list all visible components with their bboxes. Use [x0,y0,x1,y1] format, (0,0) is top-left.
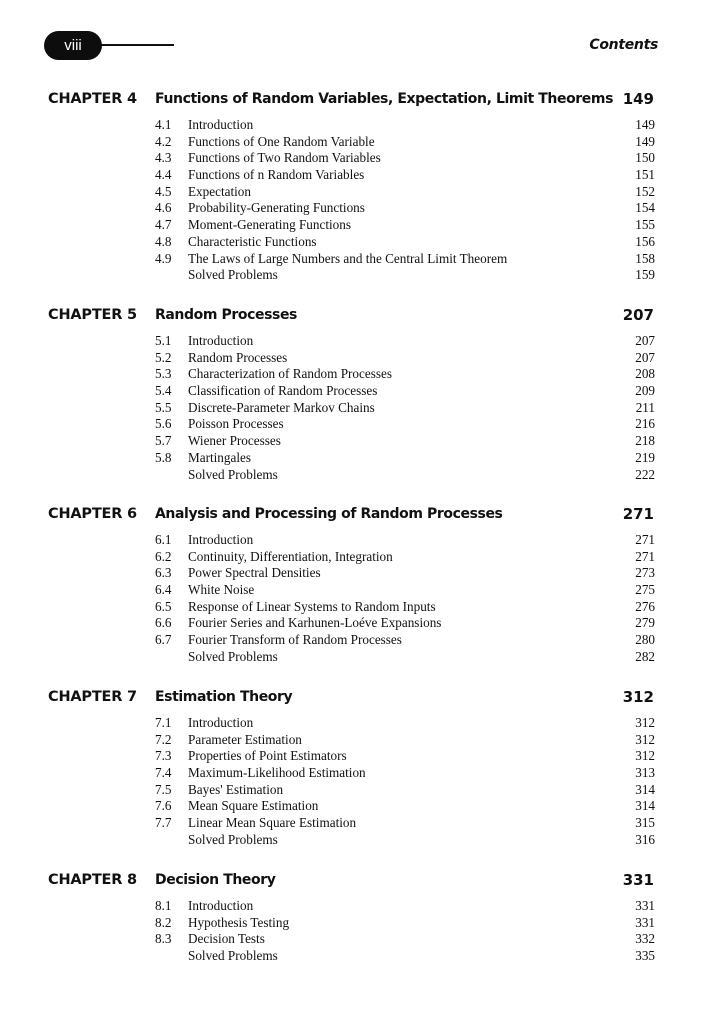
section-title: Solved Problems [188,648,278,664]
toc-entry[interactable] [0,815,706,832]
chapter-page-number: 271 [622,505,654,523]
section-page-number: 152 [635,183,655,199]
section-title: Decision Tests [188,931,265,947]
section-number: 5.6 [155,416,172,432]
section-page-number: 276 [635,598,655,614]
section-title: Solved Problems [188,831,278,847]
section-page-number: 155 [635,217,655,233]
chapter-block [0,504,706,666]
section-page-number: 314 [635,781,655,797]
section-title: Continuity, Differentiation, Integration [188,548,393,564]
section-page-number: 313 [635,765,655,781]
section-page-number: 312 [635,715,655,730]
section-number: 6.6 [155,615,172,631]
section-number: 5.5 [155,399,172,415]
toc-entry[interactable] [0,366,706,383]
toc-entry[interactable] [0,632,706,649]
toc-entry[interactable] [0,150,706,167]
toc-entry[interactable] [0,931,706,948]
section-list [0,333,706,483]
toc-entry[interactable] [0,532,706,549]
section-page-number: 219 [635,449,655,465]
chapter-heading[interactable] [0,687,706,709]
section-number: 6.4 [155,582,172,598]
section-title: Functions of Two Random Variables [188,150,381,166]
section-page-number: 208 [635,366,655,382]
chapter-label: CHAPTER 6 [48,506,137,522]
section-title: Solved Problems [188,267,278,283]
running-title: Contents [589,37,658,53]
toc-entry[interactable] [0,217,706,234]
toc-entry[interactable] [0,748,706,765]
section-title: White Noise [188,582,255,598]
section-number: 5.1 [155,333,172,348]
section-page-number: 149 [635,117,655,132]
section-title: Expectation [188,183,251,199]
section-title: Classification of Random Processes [188,383,378,399]
chapter-page-number: 331 [622,871,654,889]
section-title: Solved Problems [188,466,278,482]
section-page-number: 209 [635,383,655,399]
toc-entry[interactable] [0,649,706,666]
section-number: 4.9 [155,250,172,266]
section-list [0,117,706,284]
section-page-number: 335 [635,948,655,964]
chapter-label: CHAPTER 8 [48,872,137,888]
section-page-number: 271 [635,548,655,564]
toc-entry[interactable] [0,782,706,799]
section-number: 5.8 [155,449,172,465]
section-page-number: 151 [635,167,655,183]
section-page-number: 331 [635,914,655,930]
toc-entry[interactable] [0,383,706,400]
section-number: 5.4 [155,383,172,399]
section-number: 4.7 [155,217,172,233]
section-number: 5.2 [155,349,172,365]
section-page-number: 159 [635,267,655,283]
section-title: Functions of One Random Variable [188,133,375,149]
section-page-number: 154 [635,200,655,216]
toc-entry[interactable] [0,350,706,367]
toc-entry[interactable] [0,798,706,815]
chapter-page-number: 207 [622,306,654,324]
section-number: 4.3 [155,150,172,166]
section-page-number: 314 [635,798,655,814]
toc-entry[interactable] [0,333,706,350]
toc-entry[interactable] [0,234,706,251]
chapter-label: CHAPTER 4 [48,91,137,107]
chapter-label: CHAPTER 5 [48,307,137,323]
toc-entry[interactable] [0,915,706,932]
chapter-title: Decision Theory [155,872,276,888]
section-page-number: 315 [635,815,655,831]
section-title: Bayes' Estimation [188,781,284,797]
section-number: 6.2 [155,548,172,564]
chapter-heading[interactable] [0,89,706,111]
chapter-block [0,687,706,849]
section-page-number: 218 [635,433,655,449]
toc-entry[interactable] [0,267,706,284]
toc-entry[interactable] [0,450,706,467]
section-number: 5.7 [155,433,172,449]
section-page-number: 211 [635,399,655,415]
toc-entry[interactable] [0,549,706,566]
section-list [0,532,706,666]
section-list [0,898,706,965]
section-page-number: 273 [635,565,655,581]
section-title: Introduction [188,898,254,913]
toc-entry[interactable] [0,184,706,201]
toc-entry[interactable] [0,582,706,599]
toc-entry[interactable] [0,832,706,849]
header-rule [96,44,174,46]
section-number: 7.6 [155,798,172,814]
section-title: Linear Mean Square Estimation [188,815,357,831]
chapter-block [0,305,706,483]
toc-entry[interactable] [0,467,706,484]
section-title: Martingales [188,449,251,465]
section-page-number: 332 [635,931,655,947]
chapter-title: Analysis and Processing of Random Processes [155,506,503,522]
toc-entry[interactable] [0,400,706,417]
page-header [44,31,658,61]
section-number: 8.2 [155,914,172,930]
section-page-number: 271 [635,532,655,547]
section-number: 7.5 [155,781,172,797]
section-page-number: 150 [635,150,655,166]
section-title: Mean Square Estimation [188,798,319,814]
section-list [0,715,706,849]
section-page-number: 222 [635,466,655,482]
toc-entry[interactable] [0,117,706,134]
toc-entry[interactable] [0,732,706,749]
section-page-number: 282 [635,648,655,664]
toc-entry[interactable] [0,715,706,732]
section-number: 8.1 [155,898,172,913]
section-page-number: 207 [635,349,655,365]
toc-entry[interactable] [0,765,706,782]
section-title: Introduction [188,333,254,348]
section-title: Discrete-Parameter Markov Chains [188,399,375,415]
toc-entry[interactable] [0,433,706,450]
page-number-badge: viii [44,31,102,60]
toc-entry[interactable] [0,615,706,632]
toc-entry[interactable] [0,898,706,915]
section-number: 6.3 [155,565,172,581]
section-page-number: 312 [635,731,655,747]
chapter-page-number: 149 [622,90,654,108]
section-page-number: 275 [635,582,655,598]
toc-entry[interactable] [0,416,706,433]
section-number: 8.3 [155,931,172,947]
chapter-heading[interactable] [0,504,706,526]
section-page-number: 156 [635,233,655,249]
section-page-number: 158 [635,250,655,266]
section-title: Wiener Processes [188,433,281,449]
section-title: Introduction [188,532,254,547]
chapter-page-number: 312 [622,688,654,706]
section-title: Maximum-Likelihood Estimation [188,765,366,781]
section-page-number: 207 [635,333,655,348]
section-number: 4.8 [155,233,172,249]
chapter-block [0,89,706,284]
section-title: Fourier Transform of Random Processes [188,632,402,648]
section-title: Probability-Generating Functions [188,200,365,216]
toc-entry[interactable] [0,599,706,616]
section-number: 7.3 [155,748,172,764]
section-number: 7.1 [155,715,172,730]
chapter-title: Estimation Theory [155,689,293,705]
section-title: Solved Problems [188,948,278,964]
section-number: 4.6 [155,200,172,216]
section-number: 4.4 [155,167,172,183]
section-title: Power Spectral Densities [188,565,321,581]
section-title: Moment-Generating Functions [188,217,351,233]
chapter-heading[interactable] [0,305,706,327]
toc-entry[interactable] [0,948,706,965]
section-title: Characterization of Random Processes [188,366,392,382]
section-number: 7.7 [155,815,172,831]
chapter-heading[interactable] [0,870,706,892]
section-number: 6.1 [155,532,172,547]
section-number: 5.3 [155,366,172,382]
toc-entry[interactable] [0,251,706,268]
section-title: Introduction [188,715,254,730]
section-number: 6.7 [155,632,172,648]
section-page-number: 316 [635,831,655,847]
section-title: Properties of Point Estimators [188,748,347,764]
section-title: Random Processes [188,349,288,365]
section-title: Hypothesis Testing [188,914,290,930]
toc-entry[interactable] [0,167,706,184]
section-page-number: 279 [635,615,655,631]
section-page-number: 149 [635,133,655,149]
chapter-title: Functions of Random Variables, Expectation, Limit Theorems [155,91,614,107]
toc-entry[interactable] [0,565,706,582]
section-title: Poisson Processes [188,416,284,432]
section-title: The Laws of Large Numbers and the Central Limit Theorem [188,250,508,266]
section-page-number: 331 [635,898,655,913]
section-page-number: 216 [635,416,655,432]
section-title: Functions of n Random Variables [188,167,365,183]
section-title: Introduction [188,117,254,132]
section-title: Parameter Estimation [188,731,302,747]
section-number: 4.2 [155,133,172,149]
toc-entry[interactable] [0,200,706,217]
section-number: 6.5 [155,598,172,614]
section-title: Response of Linear Systems to Random Inputs [188,598,436,614]
section-number: 7.2 [155,731,172,747]
section-number: 4.1 [155,117,172,132]
chapter-block [0,870,706,965]
section-number: 4.5 [155,183,172,199]
section-number: 7.4 [155,765,172,781]
section-page-number: 312 [635,748,655,764]
chapter-title: Random Processes [155,307,297,323]
chapter-label: CHAPTER 7 [48,689,137,705]
toc-entry[interactable] [0,134,706,151]
section-page-number: 280 [635,632,655,648]
section-title: Characteristic Functions [188,233,317,249]
section-title: Fourier Series and Karhunen-Loéve Expansions [188,615,442,631]
